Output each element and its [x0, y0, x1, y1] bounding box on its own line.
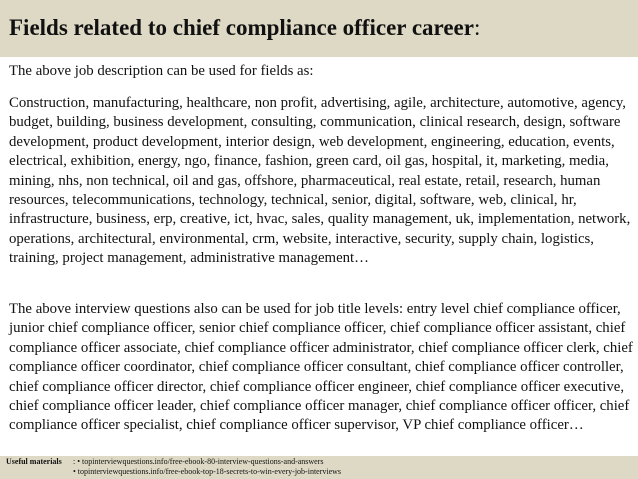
footer-link-1[interactable]: : • topinterviewquestions.info/free-ebook-80-interview-questions-and-answers: [73, 457, 324, 466]
intro-text: The above job description can be used for fields as:: [9, 63, 314, 79]
slide-title: [9, 14, 480, 42]
footer-link-2[interactable]: • topinterviewquestions.info/free-ebook-top-18-secrets-to-win-every-job-interviews: [73, 467, 342, 476]
slide-title-colon: :: [473, 15, 481, 40]
fields-paragraph: Construction, manufacturing, healthcare, non profit, advertising, agile, architecture, automotive, agency, budget, building, business development, consulting, communication, clinical research, design, software development, product development, interior design, web development, engineering, education, events, electrical, exhibition, energy, ngo, finance, fashion, green card, oil gas, hospital, it, marketing, media, mining, nhs, non technical, oil and gas, offshore, pharmaceutical, real estate, retail, research, human resources, telecommunications, technology, technical, senior, digital, software, web, clinical, hr, infrastructure, business, erp, creative, ict, hvac, sales, quality management, uk, implementation, network, operations, architectural, environmental, crm, website, interactive, security, supply chain, logistics, training, project management, administrative management…: [9, 95, 631, 267]
job-levels-paragraph: The above interview questions also can be used for job title levels: entry level chief compliance officer, junior chief compliance officer, senior chief compliance officer, chief compliance officer assistant, chief compliance officer associate, chief compliance officer administrator, chief compliance officer clerk, chief compliance officer coordinator, chief compliance officer consultant, chief compliance officer controller, chief compliance officer director, chief compliance officer engineer, chief compliance officer executive, chief compliance officer leader, chief compliance officer manager, chief compliance officer officer, chief compliance officer specialist, chief compliance officer supervisor, VP chief compliance officer…: [9, 301, 633, 434]
footer-label: Useful materials: [6, 457, 62, 466]
slide-title-text: Fields related to chief compliance officer career: [9, 15, 474, 40]
